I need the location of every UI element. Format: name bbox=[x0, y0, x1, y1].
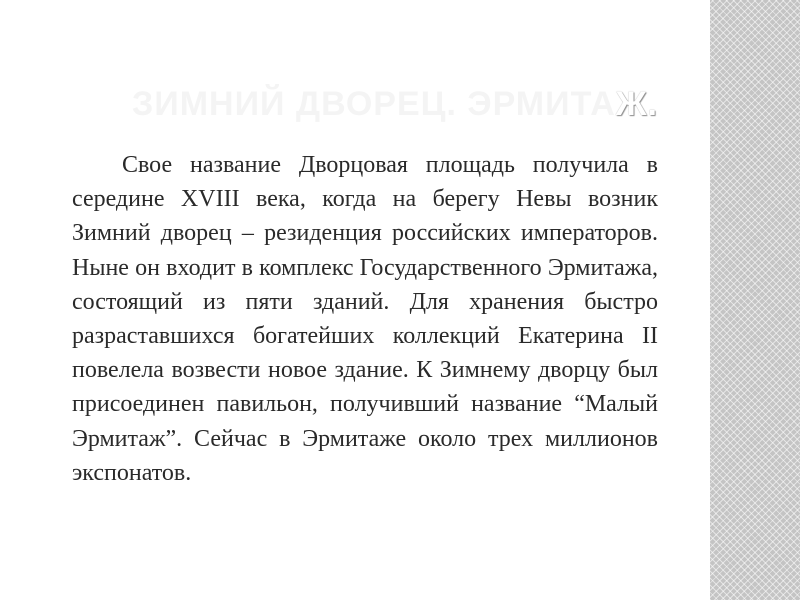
slide-title bbox=[132, 80, 792, 128]
slide-title-light-part: ЗИМНИЙ ДВОРЕЦ. ЭРМИТА bbox=[132, 85, 616, 123]
slide-title-dark-part: Ж. bbox=[615, 85, 658, 123]
slide-body-text: Свое название Дворцовая площадь получила в середине XVIII века, когда на берегу Невы возник Зимний дворец – резиденция российских императоров. Ныне он входит в комплекс Государственного Эрмитажа, состоящий из пяти зданий. Для хранения быстро разраставшихся богатейших коллекций Екатерина II повелела возвести новое здание. К Зимнему дворцу был присоединен павильон, получивший название “Малый Эрмитаж”. Сейчас в Эрмитаже около трех миллионов экспонатов. bbox=[72, 152, 658, 486]
